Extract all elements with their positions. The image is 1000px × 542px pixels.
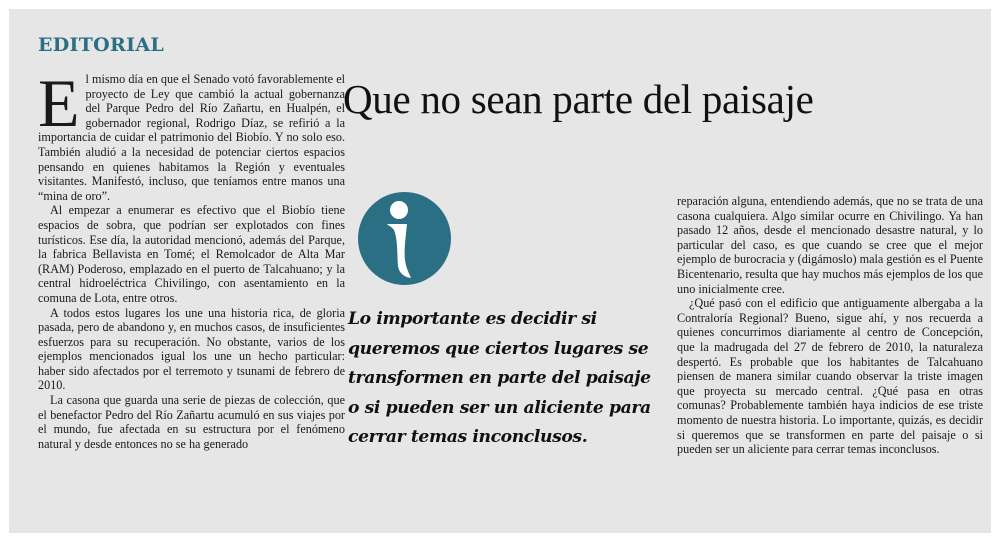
paragraph: A todos estos lugares los une una historia rica, de gloria pasada, pero de abandono y, en muchos casos, de insuficientes esfuerzos para su recuperación. No obstante, varios de los ejemplos mencionados igual los une un hecho particular: haber sido afectados por el terremoto y tsunami de febrero de 2010.: [38, 305, 345, 393]
paragraph: [38, 65, 345, 203]
body-column-right: [677, 194, 983, 457]
body-column-left: [38, 65, 345, 451]
paragraph: La casona que guarda una serie de piezas de colección, que el benefactor Pedro del Río Zañartu acumuló en sus viajes por el mundo, fue afectada en su estructura por el fenómeno natural y desde entonces no se ha generado: [38, 393, 345, 451]
paragraph: reparación alguna, entendiendo además, que no se trata de una casona cualquiera. Algo similar ocurre en Chivilingo. Ya han pasado 12 años, desde el mencionado desastre natural, y lo particular del caso, es que cuando se cree que el mejor ejemplo de burocracia y (digámoslo) mala gestión es el Puente Bicentenario, resulta que hay muchos más ejemplos de los que uno inicialmente cree.: [677, 194, 983, 296]
paragraph: ¿Qué pasó con el edificio que antiguamente albergaba a la Contraloría Regional? Bueno, sigue ahí, y nos recuerda a quienes concurrimos diariamente al centro de Concepción, que la madrugada del 27 de febrero de 2010, la naturaleza despertó. Es probable que los habitantes de Talcahuano piensen de manera similar cuando observar la triste imagen que proyecta su mercado central. ¿Qué pasa en otras comunas? Probablemente también haya indicios de ese triste momento de nuestra historia. Lo importante, quizás, es decidir si queremos que se transformen en parte del paisaje o si pueden ser un aliciente para cerrar temas inconclusos.: [677, 296, 983, 457]
paragraph: Al empezar a enumerar es efectivo que el Biobío tiene espacios de sobra, que podrían ser explotados con fines turísticos. Ese día, la autoridad mencionó, además del Parque, la fabrica Bellavista en Tomé; el Remolcador de Alta Mar (RAM) Poderoso, emplazado en el puerto de Talcahuano; y la central hidroeléctrica Chivilingo, con asentamiento en la comuna de Lota, entre otros.: [38, 203, 345, 305]
editorial-page: [9, 9, 991, 533]
info-i-icon: [358, 192, 451, 285]
drop-cap: E: [38, 65, 80, 141]
headline: Que no sean parte del paisaje: [343, 76, 814, 122]
paragraph-text: l mismo día en que el Senado votó favorablemente el proyecto de Ley que cambió la actual gobernanza del Parque Pedro del Río Zañartu, en Hualpén, el gobernador regional, Rodrigo Díaz, se refirió a la importancia de cuidar el patrimonio del Biobío. Y no solo eso. También aludió a la necesidad de potenciar ciertos espacios pensando en quienes habitamos la Región y eventuales visitantes. Manifestó, incluso, que teníamos entre manos una “mina de oro”.: [38, 72, 345, 203]
section-label: EDITORIAL: [38, 34, 165, 56]
pull-quote: Lo importante es decidir si queremos que ciertos lugares se transformen en parte del paisaje o si pueden ser un aliciente para cerrar temas inconclusos.: [348, 309, 651, 448]
